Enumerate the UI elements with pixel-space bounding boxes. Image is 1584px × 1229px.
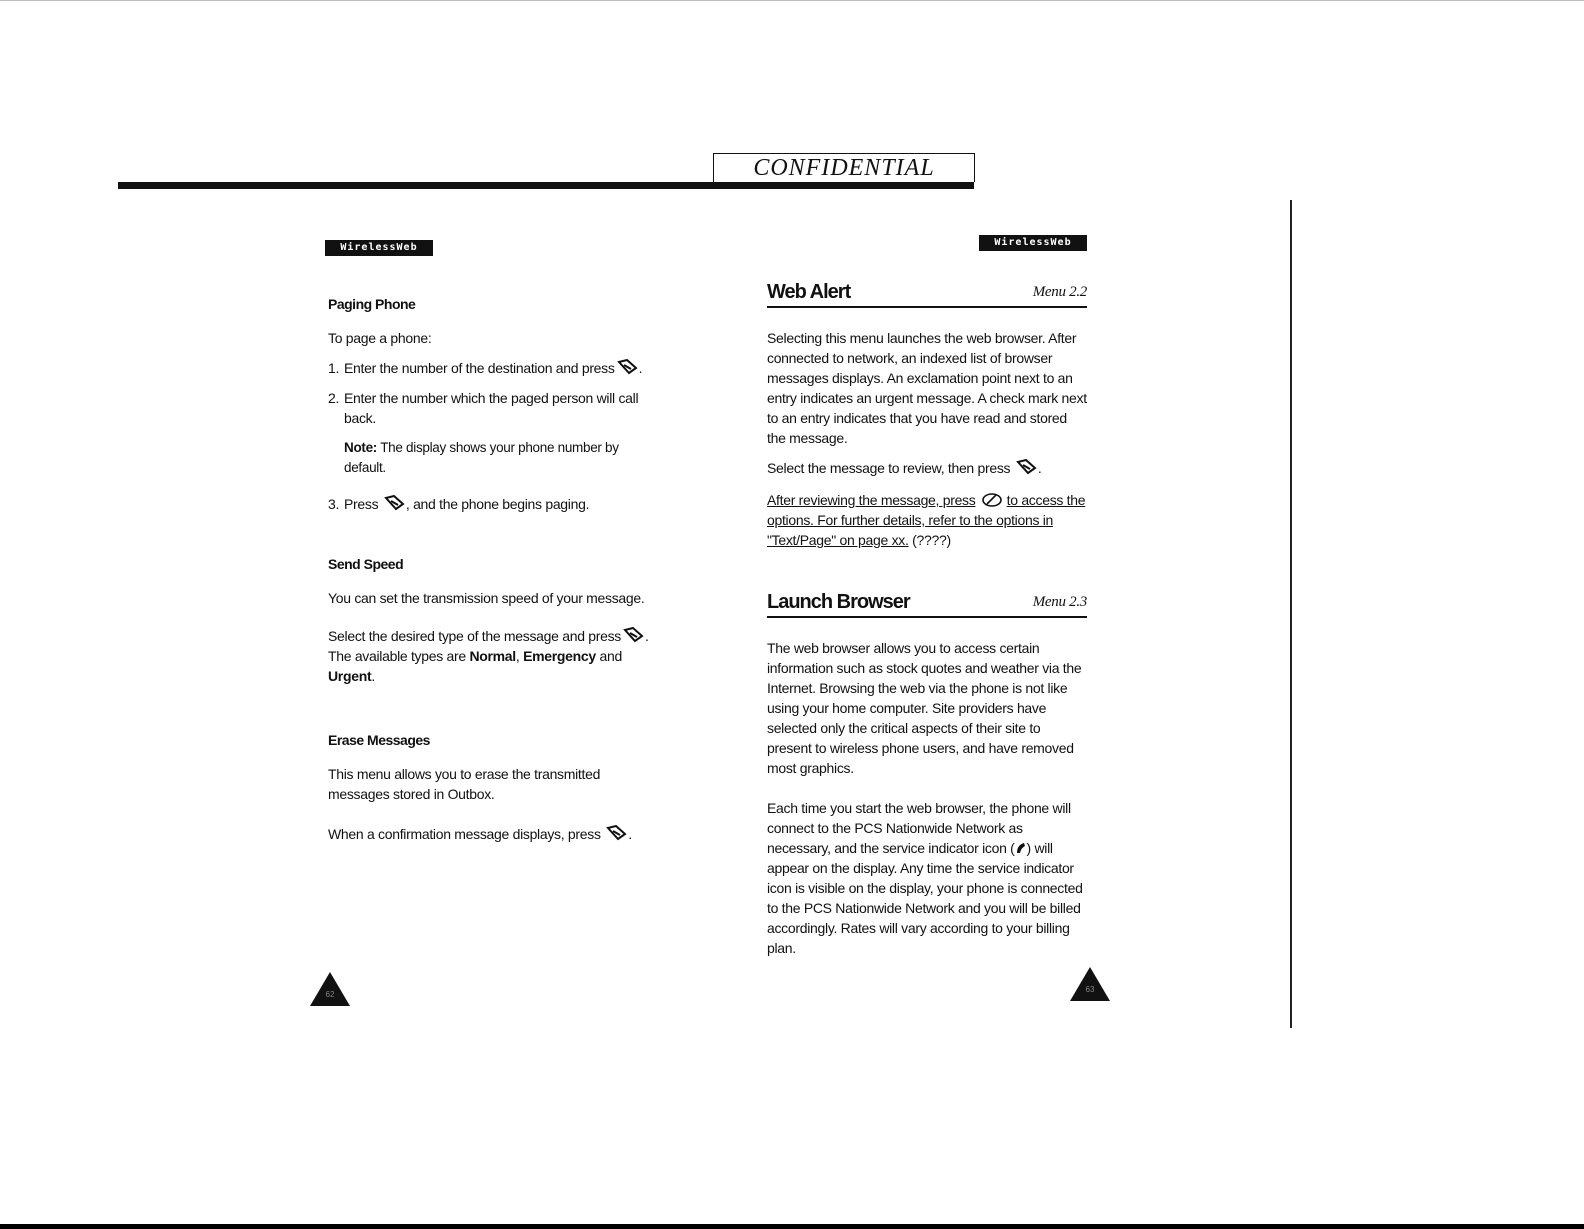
web-alert-p3 [767,490,1087,550]
web-alert-title: Web Alert [767,281,851,303]
launch-browser-p1: The web browser allows you to access certain information such as stock quotes and weather via the Internet. Browsing the web via the phone is not like using your home computer. Site providers have selected only the critical aspects of their site to present to wireless phone users, and have removed most graphics. [767,640,1082,776]
launch-browser-header [767,592,1087,618]
send-speed-heading: Send Speed [328,556,404,572]
launch-browser-p2a: Each time you start the web browser, the phone will connect to the PCS Nationwide Network as necessary, and the service indicator icon ( [767,800,1071,856]
paging-intro: To page a phone: [328,330,432,346]
type-urgent: Urgent [328,668,372,684]
web-alert-p2-text: Select the message to review, then press [767,460,1011,476]
list-item [328,388,658,428]
page-marker-left [310,972,350,1006]
launch-browser-title: Launch Browser [767,591,910,613]
web-alert-p1: Selecting this menu launches the web browser. After connected to network, an indexed list of browser messages displays. An exclamation point next to an entry indicates an urgent message. A check mark next to an entry indicates that you have read and stored the message. [767,330,1087,446]
launch-browser-menu: Menu 2.3 [1032,594,1087,610]
paging-phone-heading: Paging Phone [328,296,416,312]
step-number: 2. [328,390,340,406]
send-speed-p2b: The available types are [328,648,466,664]
send-key-icon [384,495,406,513]
step-number: 1. [328,360,340,376]
list-item: 1. Enter the number of the destination and press . [328,360,643,376]
step-number: 3. [328,496,340,512]
step2-text: Enter the number which the paged person will call back. [344,390,639,426]
note-text: The display shows your phone number by default. [344,440,619,475]
type-normal: Normal [469,648,516,664]
service-indicator-icon [1015,840,1027,854]
type-emergency: Emergency [523,648,596,664]
list-item [328,494,658,514]
web-alert-p2: Select the message to review, then press . [767,460,1042,476]
note [344,438,658,478]
section-tag-left: WirelessWeb [325,240,433,256]
web-alert-p3b: to access the options. For further details, refer to the options in "Text/Page" on page xx. [767,492,1086,548]
send-key-icon [617,359,639,377]
send-key-icon [1016,459,1038,477]
launch-browser-p2 [767,798,1087,958]
step3-a: Press [344,496,379,512]
left-page [328,294,658,844]
section-tag-right: WirelessWeb [979,235,1087,251]
header-rule [118,182,974,189]
send-key-icon [623,627,645,645]
page-edge-line [1290,200,1292,1028]
web-alert-p3c: (????) [912,532,951,548]
top-border [0,0,1584,1]
page-number-right: 63 [1085,985,1095,994]
page-number-left: 62 [325,990,335,999]
erase-p1: This menu allows you to erase the transmitted messages stored in Outbox. [328,766,601,802]
erase-messages-heading: Erase Messages [328,732,430,748]
web-alert-header [767,282,1087,308]
web-alert-p3a: After reviewing the message, press [767,492,976,508]
web-alert-menu: Menu 2.2 [1032,284,1087,300]
send-speed-p2a: Select the desired type of the message and press [328,628,622,644]
right-page [767,282,1087,958]
send-speed-p1: You can set the transmission speed of your message. [328,590,645,606]
erase-p2: When a confirmation message displays, press . [328,826,632,842]
step3-b: , and the phone begins paging. [405,496,590,512]
confidential-label: CONFIDENTIAL [713,153,975,182]
erase-p2-text: When a confirmation message displays, press [328,826,601,842]
launch-browser-p2b: ) will appear on the display. Any time the service indicator icon is visible on the display, your phone is connected to the PCS Nationwide Network and you will be billed accordingly. Rates will vary according to your billing plan. [767,840,1083,956]
and-word: and [599,648,622,664]
note-label: Note: [344,440,377,455]
send-key-icon [606,825,628,843]
send-speed-p2: Select the desired type of the message and press . The available types are Normal, Emergency and Urgent. [328,628,649,684]
step1-text: Enter the number of the destination and press [344,360,615,376]
page-marker-right [1070,967,1110,1001]
bottom-border [0,1224,1584,1229]
options-key-icon [981,491,1003,509]
